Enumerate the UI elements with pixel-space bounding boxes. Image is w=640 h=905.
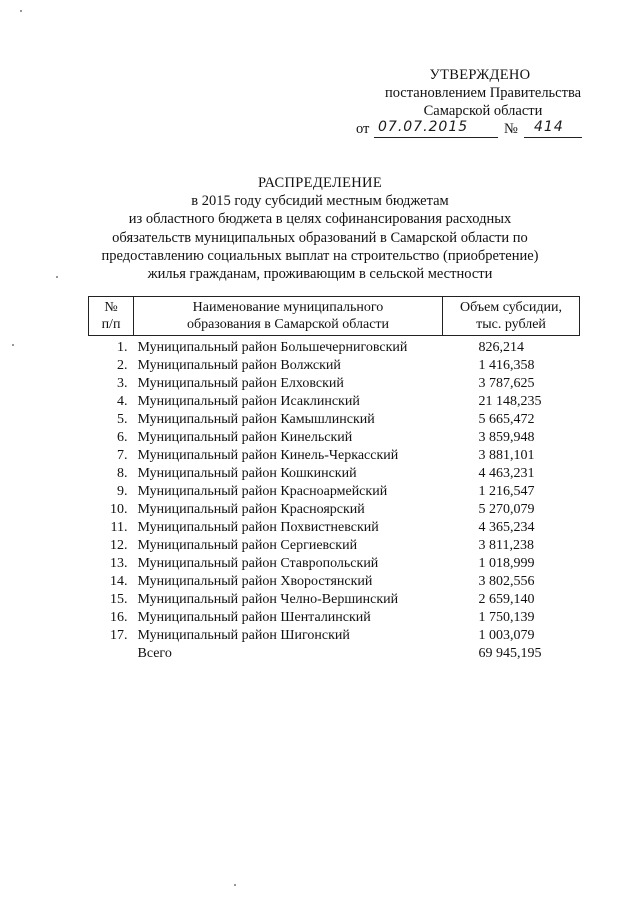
row-municipality: Муниципальный район Кошкинский — [137, 466, 357, 481]
row-municipality: Муниципальный район Красноярский — [137, 502, 365, 517]
row-municipality: Муниципальный район Похвистневский — [137, 520, 379, 535]
table-row — [89, 375, 580, 393]
total-number-cell — [89, 645, 134, 663]
row-number: 7. — [117, 448, 128, 463]
row-municipality: Муниципальный район Кинель-Черкасский — [137, 448, 399, 463]
header-name-line-2: образования в Самарской области — [186, 317, 390, 332]
subsidy-table — [88, 296, 580, 663]
row-municipality: Муниципальный район Хворостянский — [137, 574, 373, 589]
date-prefix: от — [356, 121, 370, 137]
row-subsidy: 3 811,238 — [478, 538, 534, 553]
row-municipality: Муниципальный район Челно-Вершинский — [137, 592, 399, 607]
table-row — [89, 591, 580, 609]
heading-title: РАСПРЕДЕЛЕНИЕ — [258, 175, 382, 191]
table-row — [89, 483, 580, 501]
row-municipality: Муниципальный район Сергиевский — [137, 538, 358, 553]
row-number: 3. — [117, 376, 128, 391]
scan-speck — [56, 276, 58, 278]
row-number: 1. — [117, 340, 128, 355]
row-municipality: Муниципальный район Кинельский — [137, 430, 353, 445]
table-row — [89, 393, 580, 411]
row-municipality: Муниципальный район Ставропольский — [137, 556, 379, 571]
row-municipality: Муниципальный район Шигонский — [137, 628, 350, 643]
table-row — [89, 519, 580, 537]
row-municipality: Муниципальный район Волжский — [137, 358, 341, 373]
row-municipality: Муниципальный район Шенталинский — [137, 610, 371, 625]
number-prefix: № — [504, 121, 518, 137]
approval-line-2: Самарской области — [423, 103, 543, 119]
row-subsidy: 5 270,079 — [478, 502, 535, 517]
table-row — [89, 555, 580, 573]
header-number — [89, 297, 134, 336]
header-value-line-2: тыс. рублей — [476, 317, 546, 332]
row-municipality: Муниципальный район Исаклинский — [137, 394, 360, 409]
row-subsidy: 4 365,234 — [478, 520, 535, 535]
row-municipality: Муниципальный район Камышлинский — [137, 412, 375, 427]
header-number-line-1: № — [104, 300, 118, 315]
row-subsidy: 826,214 — [478, 340, 524, 355]
total-value: 69 945,195 — [478, 646, 542, 661]
row-subsidy: 1 018,999 — [478, 556, 535, 571]
row-number: 15. — [110, 592, 128, 607]
table-row — [89, 357, 580, 375]
row-number: 16. — [110, 610, 128, 625]
row-number: 14. — [110, 574, 128, 589]
row-number: 10. — [110, 502, 128, 517]
table-row — [89, 573, 580, 591]
number-underline — [524, 137, 582, 138]
table-row — [89, 465, 580, 483]
row-number: 5. — [117, 412, 128, 427]
table-row — [89, 447, 580, 465]
heading-line: жилья гражданам, проживающим в сельской местности — [147, 266, 493, 283]
approval-reference — [330, 120, 610, 140]
row-number: 9. — [117, 484, 128, 499]
row-number: 4. — [117, 394, 128, 409]
row-number: 11. — [110, 520, 128, 535]
row-municipality: Муниципальный район Елховский — [137, 376, 344, 391]
handwritten-number: 414 — [534, 119, 564, 135]
header-number-line-2: п/п — [101, 317, 121, 332]
heading-line: предоставлению социальных выплат на строительство (приобретение) — [101, 247, 539, 264]
row-number: 12. — [110, 538, 128, 553]
scan-speck — [12, 344, 14, 346]
row-subsidy: 1 416,358 — [478, 358, 535, 373]
table-row — [89, 336, 580, 358]
header-name — [134, 297, 443, 336]
row-subsidy: 1 750,139 — [478, 610, 535, 625]
row-subsidy: 2 659,140 — [478, 592, 535, 607]
header-name-line-1: Наименование муниципального — [192, 300, 384, 315]
row-subsidy: 3 859,948 — [478, 430, 535, 445]
row-subsidy: 1 216,547 — [478, 484, 535, 499]
total-row — [89, 645, 580, 663]
row-number: 8. — [117, 466, 128, 481]
row-subsidy: 4 463,231 — [478, 466, 535, 481]
row-number: 6. — [117, 430, 128, 445]
row-subsidy: 21 148,235 — [478, 394, 542, 409]
header-value-line-1: Объем субсидии, — [460, 300, 562, 315]
row-municipality: Муниципальный район Красноармейский — [137, 484, 388, 499]
row-subsidy: 5 665,472 — [478, 412, 535, 427]
date-underline — [374, 137, 498, 138]
table-row — [89, 609, 580, 627]
row-subsidy: 3 802,556 — [478, 574, 535, 589]
table-row — [89, 501, 580, 519]
row-number: 17. — [110, 628, 128, 643]
header-value — [443, 297, 580, 336]
scan-speck — [234, 884, 236, 886]
approval-line-1: постановлением Правительства — [384, 85, 582, 101]
table-row — [89, 537, 580, 555]
scan-speck — [20, 10, 22, 12]
document-heading — [60, 174, 580, 283]
total-label: Всего — [137, 646, 172, 661]
table-row — [89, 411, 580, 429]
handwritten-date: 07.07.2015 — [378, 119, 469, 135]
heading-line: обязательств муниципальных образований в Самарской области по — [112, 229, 528, 246]
table-row — [89, 627, 580, 645]
row-municipality: Муниципальный район Большечерниговский — [137, 340, 408, 355]
row-subsidy: 3 881,101 — [478, 448, 535, 463]
approval-title: УТВЕРЖДЕНО — [429, 67, 531, 83]
approval-block — [330, 66, 610, 140]
heading-line: в 2015 году субсидий местным бюджетам — [191, 193, 449, 210]
table-header-row — [89, 297, 580, 336]
row-subsidy: 3 787,625 — [478, 376, 535, 391]
heading-line: из областного бюджета в целях софинансирования расходных — [128, 211, 512, 228]
row-number: 2. — [117, 358, 128, 373]
table-row — [89, 429, 580, 447]
row-number: 13. — [110, 556, 128, 571]
row-subsidy: 1 003,079 — [478, 628, 535, 643]
